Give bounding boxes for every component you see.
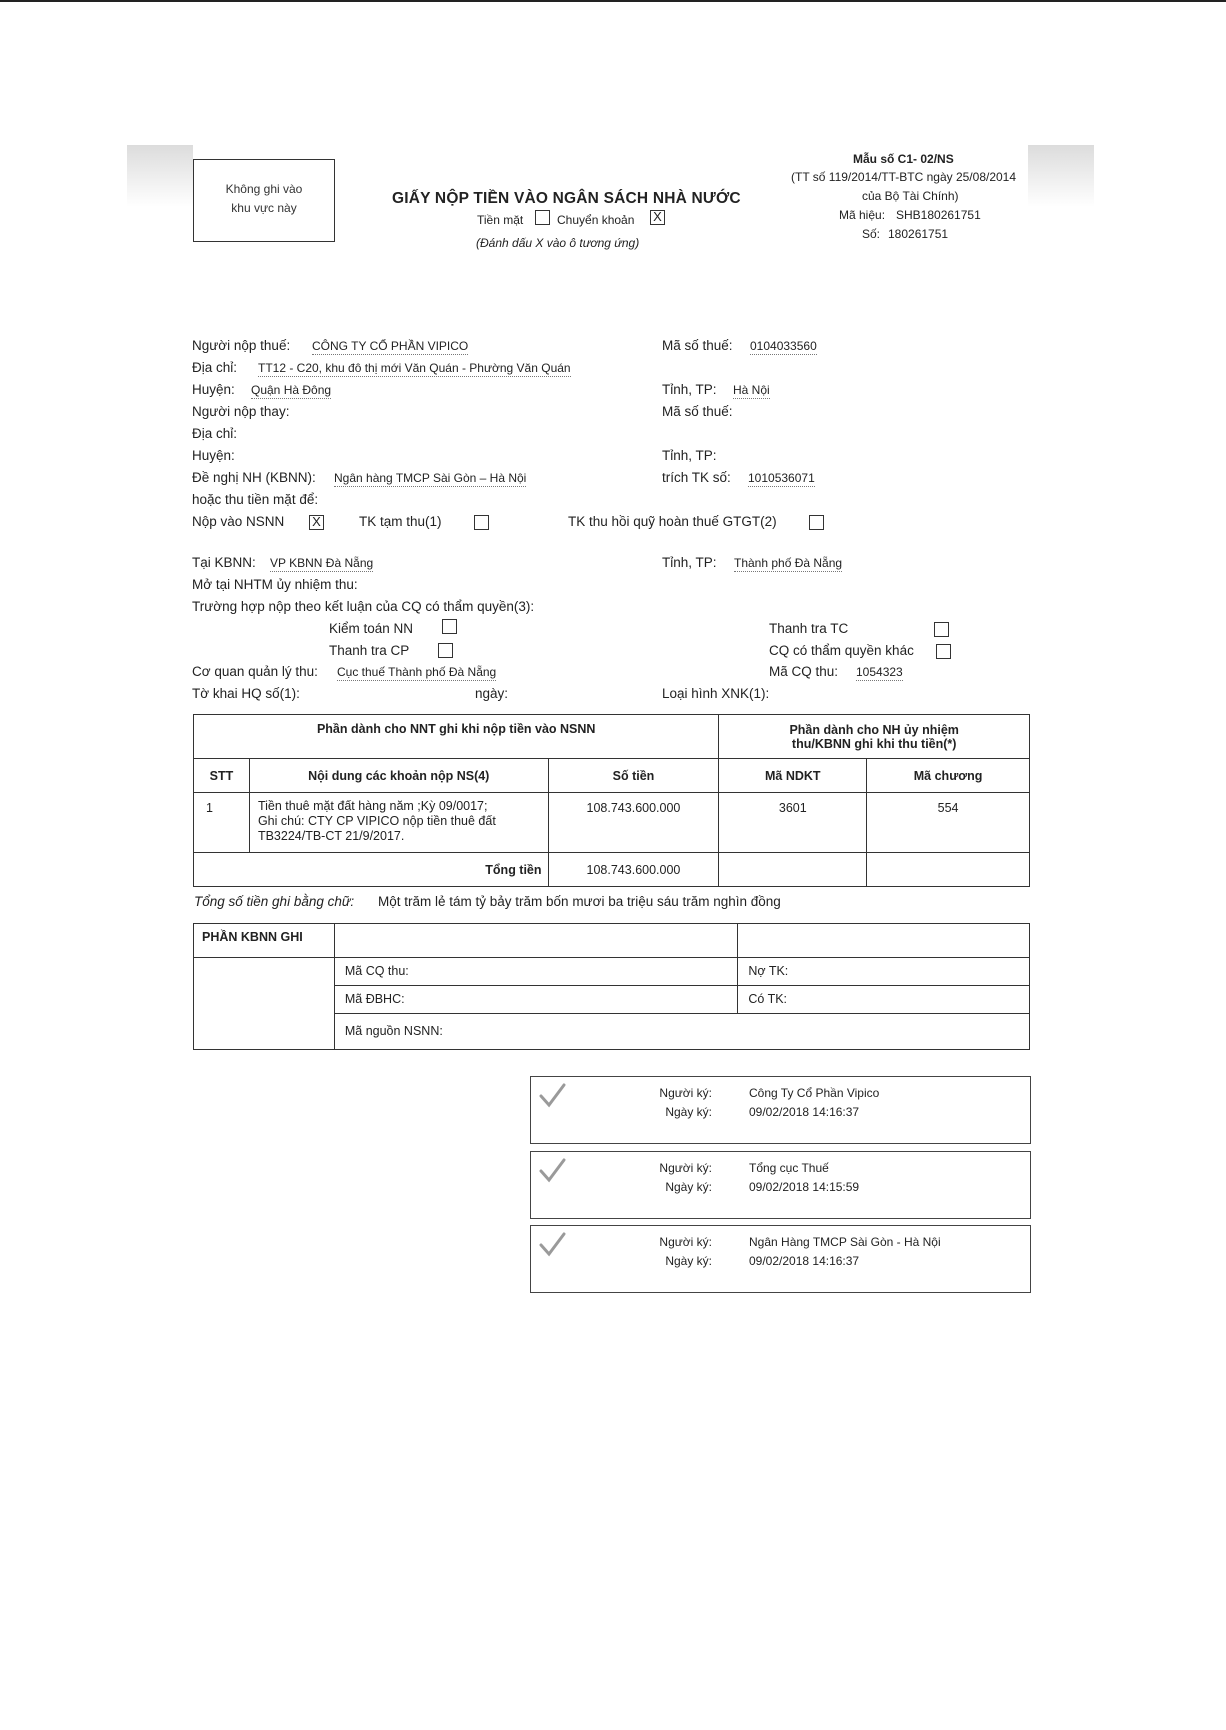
other-authority-checkbox-icon — [936, 644, 951, 659]
province-label: Tỉnh, TP: — [662, 382, 717, 397]
kbnn-cq-code-label: Mã CQ thu: — [334, 958, 738, 986]
tax-code-value: 0104033560 — [750, 339, 817, 353]
page-title: GIẤY NỘP TIỀN VÀO NGÂN SÁCH NHÀ NƯỚC — [392, 190, 741, 207]
amount-in-words-label: Tổng số tiền ghi bằng chữ: — [194, 894, 355, 909]
col-content-header: Nội dung các khoản nộp NS(4) — [249, 759, 548, 793]
account-label: trích TK số: — [662, 470, 731, 485]
signer-label: Người ký: — [659, 1086, 712, 1100]
table-row — [194, 793, 1030, 853]
bank-section-header-line2: thu/KBNN ghi khi thu tiền(*) — [791, 736, 957, 751]
sign-date-label: Ngày ký: — [665, 1180, 712, 1194]
signer-value: Tổng cục Thuế — [749, 1161, 829, 1175]
request-bank-value: Ngân hàng TMCP Sài Gòn – Hà Nội — [334, 471, 527, 485]
taxpayer-section-header-text: Phần dành cho NNT ghi khi nộp tiền vào NSNN — [316, 722, 596, 736]
form-number: Mẫu số C1- 02/NS — [853, 152, 954, 166]
kbnn-province-label: Tỉnh, TP: — [662, 555, 717, 570]
signature-box-1 — [530, 1076, 1031, 1144]
kbnn-section-title: PHẦN KBNN GHI — [194, 924, 335, 958]
province-value: Hà Nội — [733, 383, 770, 397]
kbnn-province-value: Thành phố Đà Nẵng — [734, 556, 843, 570]
checkmark-icon — [537, 1230, 567, 1260]
checkmark-icon — [537, 1081, 567, 1111]
sign-date-value: 09/02/2018 14:16:37 — [749, 1105, 860, 1119]
transfer-label: Chuyển khoản — [557, 213, 635, 227]
refund-account-checkbox-icon — [809, 515, 824, 530]
signature-box-3 — [530, 1225, 1031, 1293]
row-content-line3: TB3224/TB-CT 21/9/2017. — [257, 829, 405, 843]
total-chapter-empty — [867, 853, 1030, 887]
code-value: SHB180261751 — [896, 208, 981, 222]
code-label: Mã hiệu: — [839, 208, 886, 222]
signer-value: Ngân Hàng TMCP Sài Gòn - Hà Nội — [749, 1235, 941, 1249]
refund-account-label: TK thu hồi quỹ hoàn thuế GTGT(2) — [568, 514, 777, 529]
signer-label: Người ký: — [659, 1161, 712, 1175]
trade-type-label: Loại hình XNK(1): — [662, 686, 770, 701]
row-content-line1: Tiền thuê mặt đất hàng năm ;Kỳ 09/0017; — [257, 799, 488, 813]
kbnn-credit-label: Có TK: — [738, 986, 1030, 1014]
row-stt: 1 — [194, 793, 250, 853]
row-content — [249, 793, 548, 853]
ministry-reference: của Bộ Tài Chính) — [862, 189, 959, 203]
checkmark-icon — [537, 1156, 567, 1186]
address-label: Địa chỉ: — [192, 360, 238, 375]
signer-label: Người ký: — [659, 1235, 712, 1249]
proxy-payer-label: Người nộp thay: — [192, 404, 290, 419]
kbnn-header-empty-1 — [334, 924, 738, 958]
payer-label: Người nộp thuế: — [192, 338, 291, 353]
total-ndkt-empty — [719, 853, 867, 887]
district-value: Quận Hà Đông — [251, 383, 332, 397]
payer-value: CÔNG TY CỔ PHẦN VIPICO — [312, 339, 469, 353]
kbnn-debit-label: Nợ TK: — [738, 958, 1030, 986]
taxpayer-section-header — [194, 715, 719, 759]
total-value: 108.743.600.000 — [548, 853, 719, 887]
agency-label: Cơ quan quản lý thu: — [192, 664, 318, 679]
or-cash-label: hoặc thu tiền mặt để: — [192, 492, 319, 507]
proxy-district-label: Huyện: — [192, 448, 235, 463]
agency-code-label: Mã CQ thu: — [769, 664, 839, 679]
kbnn-value: VP KBNN Đà Nẵng — [270, 556, 374, 570]
state-audit-label: Kiểm toán NN — [329, 621, 414, 636]
signer-value: Công Ty Cổ Phần Vipico — [749, 1086, 880, 1100]
proxy-province-label: Tỉnh, TP: — [662, 448, 717, 463]
amount-in-words-value: Một trăm lẻ tám tỷ bảy trăm bốn mươi ba triệu sáu trăm nghìn đồng — [378, 894, 781, 909]
row-content-line2: Ghi chú: CTY CP VIPICO nộp tiền thuê đất — [257, 814, 496, 828]
agency-value: Cục thuế Thành phố Đà Nẵng — [337, 665, 497, 679]
sign-date-value: 09/02/2018 14:16:37 — [749, 1254, 860, 1268]
other-authority-label: CQ có thẩm quyền khác — [769, 643, 914, 658]
gov-inspect-label: Thanh tra CP — [329, 643, 410, 658]
customs-label: Tờ khai HQ số(1): — [192, 686, 300, 701]
circular-reference: (TT số 119/2014/TT-BTC ngày 25/08/2014 — [791, 170, 1017, 184]
signature-box-2 — [530, 1151, 1031, 1219]
kbnn-label: Tại KBNN: — [192, 555, 256, 570]
account-value: 1010536071 — [748, 471, 815, 485]
no-write-line2: khu vực này — [231, 201, 297, 215]
customs-date-label: ngày: — [475, 686, 509, 701]
scan-shade-left — [127, 145, 193, 207]
pay-nsnn-checkbox-icon: X — [309, 515, 324, 530]
number-value: 180261751 — [888, 227, 949, 241]
commercial-bank-label: Mở tại NHTM ủy nhiệm thu: — [192, 577, 358, 592]
proxy-address-label: Địa chỉ: — [192, 426, 238, 441]
tax-code-label: Mã số thuế: — [662, 338, 733, 353]
district-label: Huyện: — [192, 382, 235, 397]
total-label: Tổng tiền — [194, 853, 549, 887]
row-ndkt: 3601 — [719, 793, 867, 853]
no-write-line1: Không ghi vào — [225, 182, 303, 196]
transfer-checkbox-icon: X — [650, 210, 665, 225]
kbnn-dbhc-label: Mã ĐBHC: — [334, 986, 738, 1014]
top-border-line — [0, 0, 1226, 2]
address-value: TT12 - C20, khu đô thị mới Văn Quán - Phường Văn Quán — [258, 361, 571, 375]
no-write-box — [193, 159, 335, 242]
kbnn-header-empty-2 — [738, 924, 1030, 958]
bank-section-header-line1: Phần dành cho NH ủy nhiệm — [789, 722, 959, 737]
sign-date-label: Ngày ký: — [665, 1254, 712, 1268]
kbnn-section-table — [193, 923, 1030, 1050]
bank-section-header — [719, 715, 1030, 759]
proxy-tax-code-label: Mã số thuế: — [662, 404, 733, 419]
finance-inspect-label: Thanh tra TC — [769, 621, 849, 636]
cash-checkbox-icon — [535, 210, 550, 225]
kbnn-source-label: Mã nguồn NSNN: — [334, 1014, 1029, 1050]
temp-account-checkbox-icon — [474, 515, 489, 530]
row-chapter: 554 — [867, 793, 1030, 853]
cash-label: Tiền mặt — [477, 213, 524, 227]
payment-table — [193, 714, 1030, 887]
agency-code-value: 1054323 — [856, 665, 903, 679]
kbnn-left-cell — [194, 958, 335, 1050]
col-ndkt-header: Mã NDKT — [719, 759, 867, 793]
request-bank-label: Đề nghị NH (KBNN): — [192, 470, 316, 485]
authority-case-label: Trường hợp nộp theo kết luận của CQ có thẩm quyền(3): — [192, 599, 535, 614]
col-amount-header: Số tiền — [548, 759, 719, 793]
gov-inspect-checkbox-icon — [438, 643, 453, 658]
col-chapter-header: Mã chương — [867, 759, 1030, 793]
mark-instruction: (Đánh dấu X vào ô tương ứng) — [476, 236, 640, 250]
col-stt-header: STT — [194, 759, 250, 793]
pay-nsnn-label: Nộp vào NSNN — [192, 514, 285, 529]
number-label: Số: — [862, 227, 881, 241]
sign-date-value: 09/02/2018 14:15:59 — [749, 1180, 860, 1194]
state-audit-checkbox-icon — [442, 619, 457, 634]
temp-account-label: TK tạm thu(1) — [359, 514, 442, 529]
finance-inspect-checkbox-icon — [934, 622, 949, 637]
scan-shade-right — [1028, 145, 1094, 207]
sign-date-label: Ngày ký: — [665, 1105, 712, 1119]
row-amount: 108.743.600.000 — [548, 793, 719, 853]
